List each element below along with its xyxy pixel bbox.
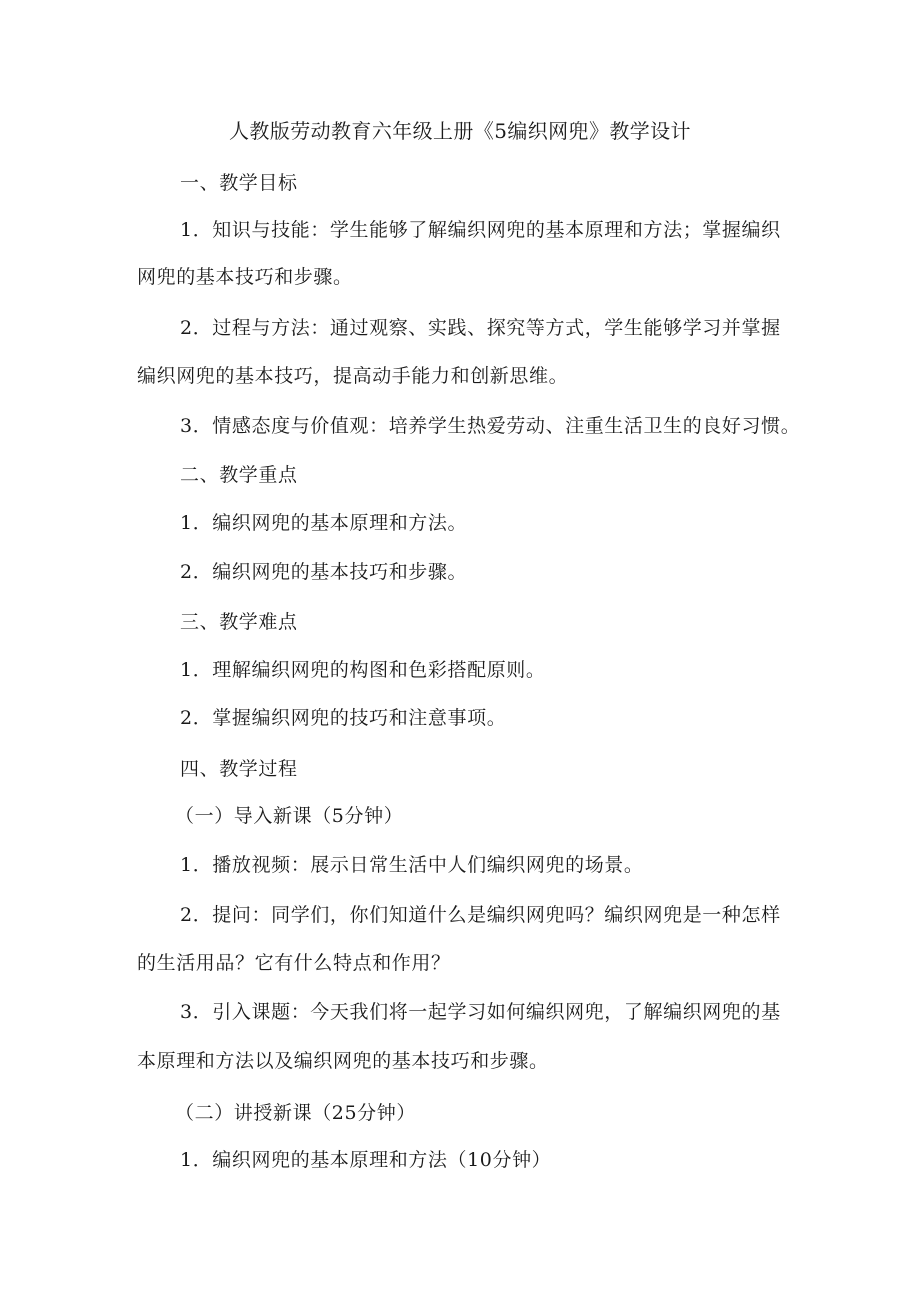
difficulty-2: 2．掌握编织网兜的技巧和注意事项。 [180,707,507,729]
section-heading-process: 四、教学过程 [180,758,298,780]
process-part-1-item-3-line-1: 3．引入课题：今天我们将一起学习如何编织网兜，了解编织网兜的基 [180,1001,781,1023]
objective-1-line-1: 1．知识与技能：学生能够了解编织网兜的基本原理和方法；掌握编织 [180,219,781,241]
document-title: 人教版劳动教育六年级上册《5编织网兜》教学设计 [229,119,691,143]
process-part-1-item-1: 1．播放视频：展示日常生活中人们编织网兜的场景。 [180,854,644,876]
process-part-2-heading: （二）讲授新课（25分钟） [175,1102,416,1124]
section-heading-key-points: 二、教学重点 [180,464,298,486]
objective-3-line-1: 3．情感态度与价值观：培养学生热爱劳动、注重生活卫生的良好习惯。 [180,415,801,437]
key-point-1: 1．编织网兜的基本原理和方法。 [180,512,468,534]
section-heading-difficulties: 三、教学难点 [180,611,298,633]
difficulty-1: 1．理解编织网兜的构图和色彩搭配原则。 [180,659,546,681]
process-part-1-item-2-line-1: 2．提问：同学们，你们知道什么是编织网兜吗？编织网兜是一种怎样 [180,904,781,926]
objective-2-line-1: 2．过程与方法：通过观察、实践、探究等方式，学生能够学习并掌握 [180,317,781,339]
process-part-1-item-3-line-2: 本原理和方法以及编织网兜的基本技巧和步骤。 [137,1050,549,1072]
key-point-2: 2．编织网兜的基本技巧和步骤。 [180,561,468,583]
objective-2-line-2: 编织网兜的基本技巧，提高动手能力和创新思维。 [137,365,569,387]
process-part-2-item-1: 1．编织网兜的基本原理和方法（10分钟） [180,1149,552,1171]
objective-1-line-2: 网兜的基本技巧和步骤。 [137,266,353,288]
process-part-1-heading: （一）导入新课（5分钟） [175,805,404,827]
process-part-1-item-2-line-2: 的生活用品？它有什么特点和作用？ [137,952,451,974]
section-heading-objectives: 一、教学目标 [180,172,298,194]
